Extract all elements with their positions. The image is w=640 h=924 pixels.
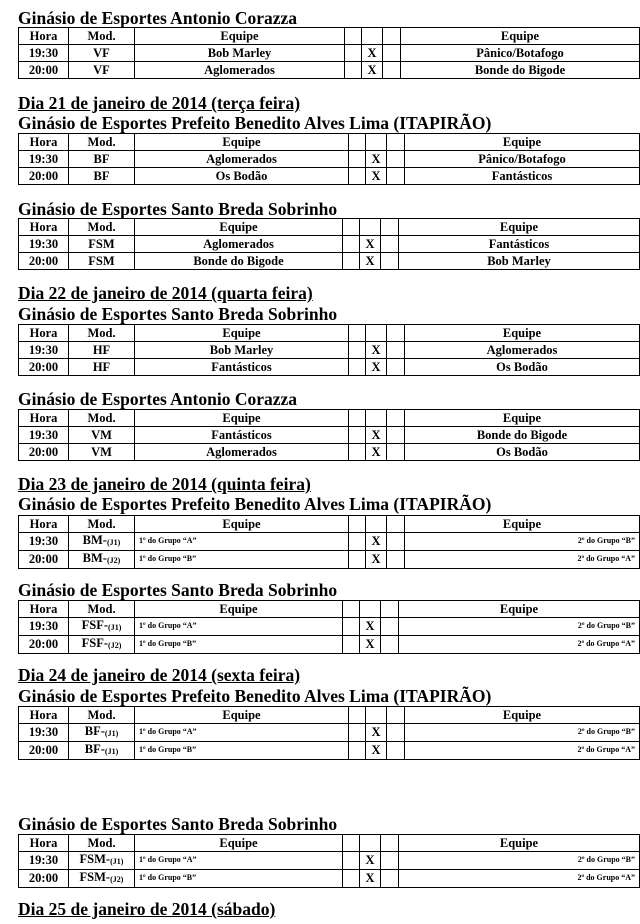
- vs-cell: X: [366, 724, 387, 742]
- mod-cell: HF: [69, 342, 135, 359]
- time-cell: 20:00: [19, 168, 69, 185]
- table-header-row: [19, 601, 640, 618]
- blank-cell: [343, 870, 360, 888]
- blank-cell: [381, 870, 399, 888]
- time-header: Hora: [19, 410, 69, 427]
- time-cell: 20:00: [19, 636, 69, 654]
- venue-heading: Ginásio de Esportes Antonio Corazza: [18, 8, 298, 28]
- table-row: [19, 724, 640, 742]
- time-cell: 19:30: [19, 151, 69, 168]
- vs-cell: X: [360, 852, 381, 870]
- vs-cell: X: [366, 168, 387, 185]
- blank-cell: [343, 236, 360, 253]
- away-team-cell: 2º do Grupo “B”: [399, 618, 640, 636]
- away-team-cell: 2º do Grupo “A”: [405, 742, 640, 760]
- away-team-cell: 2º do Grupo “A”: [405, 551, 640, 569]
- team2-header: Equipe: [405, 707, 640, 724]
- mod-header: Mod.: [69, 516, 135, 533]
- blank-cell: [381, 601, 399, 618]
- blank-cell: [366, 325, 387, 342]
- time-header: Hora: [19, 707, 69, 724]
- time-header: Hora: [19, 835, 69, 852]
- blank-cell: [345, 28, 362, 45]
- blank-cell: [387, 444, 405, 461]
- away-team-cell: 2º do Grupo “B”: [405, 533, 640, 551]
- away-team-cell: Fantásticos: [405, 168, 640, 185]
- home-team-cell: Bob Marley: [135, 342, 349, 359]
- table-row: [19, 742, 640, 760]
- day-heading: Dia 25 de janeiro de 2014 (sábado): [18, 899, 276, 919]
- table-row: [19, 168, 640, 185]
- time-cell: 19:30: [19, 427, 69, 444]
- mod-cell: HF: [69, 359, 135, 376]
- mod-cell: BF: [69, 168, 135, 185]
- time-header: Hora: [19, 134, 69, 151]
- away-team-cell: Bonde do Bigode: [405, 427, 640, 444]
- schedule-table: [18, 133, 640, 185]
- time-header: Hora: [19, 601, 69, 618]
- away-team-cell: 2º do Grupo “A”: [399, 870, 640, 888]
- home-team-cell: Aglomerados: [135, 444, 349, 461]
- table-row: [19, 342, 640, 359]
- away-team-cell: Bob Marley: [399, 253, 640, 270]
- team2-header: Equipe: [405, 134, 640, 151]
- mod-header: Mod.: [69, 835, 135, 852]
- blank-cell: [349, 742, 366, 760]
- table-row: [19, 62, 640, 79]
- blank-cell: [366, 707, 387, 724]
- time-cell: 20:00: [19, 742, 69, 760]
- home-team-cell: 1º do Grupo “B”: [135, 551, 349, 569]
- table-row: [19, 852, 640, 870]
- mod-header: Mod.: [69, 219, 135, 236]
- blank-cell: [360, 601, 381, 618]
- schedule-table: [18, 218, 640, 270]
- blank-cell: [381, 852, 399, 870]
- blank-cell: [387, 707, 405, 724]
- time-header: Hora: [19, 516, 69, 533]
- vs-cell: X: [360, 636, 381, 654]
- vs-cell: X: [360, 253, 381, 270]
- table-row: [19, 533, 640, 551]
- blank-cell: [343, 253, 360, 270]
- blank-cell: [387, 325, 405, 342]
- table-header-row: [19, 134, 640, 151]
- blank-cell: [349, 551, 366, 569]
- blank-cell: [383, 28, 401, 45]
- blank-cell: [381, 236, 399, 253]
- home-team-cell: 1º do Grupo “B”: [135, 870, 343, 888]
- day-heading: Dia 23 de janeiro de 2014 (quinta feira): [18, 474, 311, 494]
- vs-cell: X: [366, 151, 387, 168]
- game-code: (J1): [108, 623, 122, 632]
- venue-heading: Ginásio de Esportes Santo Breda Sobrinho: [18, 304, 338, 324]
- away-team-cell: 2º do Grupo “B”: [405, 724, 640, 742]
- schedule-table: [18, 515, 640, 569]
- mod-cell: FSM: [69, 236, 135, 253]
- away-team-cell: Bonde do Bigode: [401, 62, 640, 79]
- mod-cell: VF: [69, 62, 135, 79]
- schedule-table: [18, 409, 640, 461]
- mod-code: FSM-: [79, 870, 111, 884]
- blank-cell: [387, 134, 405, 151]
- time-cell: 20:00: [19, 551, 69, 569]
- table-header-row: [19, 28, 640, 45]
- blank-cell: [349, 533, 366, 551]
- time-cell: 20:00: [19, 870, 69, 888]
- blank-cell: [387, 516, 405, 533]
- team-header: Equipe: [135, 219, 343, 236]
- home-team-cell: Fantásticos: [135, 359, 349, 376]
- blank-cell: [387, 151, 405, 168]
- table-header-row: [19, 516, 640, 533]
- blank-cell: [381, 219, 399, 236]
- away-team-cell: Pânico/Botafogo: [405, 151, 640, 168]
- time-cell: 19:30: [19, 342, 69, 359]
- venue-heading: Ginásio de Esportes Antonio Corazza: [18, 389, 298, 409]
- table-row: [19, 45, 640, 62]
- home-team-cell: Os Bodão: [135, 168, 349, 185]
- table-row: [19, 151, 640, 168]
- table-row: [19, 870, 640, 888]
- mod-header: Mod.: [69, 410, 135, 427]
- venue-heading: Ginásio de Esportes Santo Breda Sobrinho: [18, 814, 338, 834]
- table-header-row: [19, 835, 640, 852]
- schedule-table: [18, 600, 640, 654]
- vs-cell: X: [366, 742, 387, 760]
- time-cell: 19:30: [19, 618, 69, 636]
- table-row: [19, 359, 640, 376]
- vs-cell: X: [360, 618, 381, 636]
- vs-cell: X: [366, 551, 387, 569]
- blank-cell: [343, 601, 360, 618]
- blank-cell: [387, 359, 405, 376]
- blank-cell: [383, 62, 401, 79]
- blank-cell: [360, 219, 381, 236]
- time-cell: 19:30: [19, 724, 69, 742]
- blank-cell: [366, 410, 387, 427]
- mod-cell: [69, 742, 135, 760]
- mod-header: Mod.: [69, 28, 135, 45]
- mod-cell: [69, 852, 135, 870]
- vs-cell: X: [366, 427, 387, 444]
- home-team-cell: 1º do Grupo “B”: [135, 636, 343, 654]
- table-row: [19, 551, 640, 569]
- blank-cell: [387, 551, 405, 569]
- blank-cell: [387, 742, 405, 760]
- blank-cell: [381, 636, 399, 654]
- team-header: Equipe: [135, 835, 343, 852]
- mod-cell: [69, 636, 135, 654]
- vs-cell: X: [366, 342, 387, 359]
- home-team-cell: 1º do Grupo “A”: [135, 852, 343, 870]
- time-cell: 20:00: [19, 444, 69, 461]
- blank-cell: [387, 410, 405, 427]
- blank-cell: [345, 62, 362, 79]
- team2-header: Equipe: [399, 219, 640, 236]
- blank-cell: [349, 427, 366, 444]
- mod-header: Mod.: [69, 601, 135, 618]
- mod-code: FSF-: [81, 618, 109, 632]
- blank-cell: [349, 168, 366, 185]
- mod-code: BF-: [84, 724, 105, 738]
- blank-cell: [343, 618, 360, 636]
- mod-cell: [69, 724, 135, 742]
- blank-cell: [366, 134, 387, 151]
- blank-cell: [387, 533, 405, 551]
- blank-cell: [343, 835, 360, 852]
- schedule-table: [18, 324, 640, 376]
- mod-code: BM-: [82, 551, 107, 565]
- blank-cell: [343, 852, 360, 870]
- time-header: Hora: [19, 28, 69, 45]
- mod-code: FSM-: [79, 852, 111, 866]
- table-row: [19, 253, 640, 270]
- blank-cell: [381, 835, 399, 852]
- time-cell: 20:00: [19, 62, 69, 79]
- mod-cell: FSM: [69, 253, 135, 270]
- time-cell: 20:00: [19, 253, 69, 270]
- mod-cell: VF: [69, 45, 135, 62]
- time-cell: 19:30: [19, 852, 69, 870]
- venue-heading: Ginásio de Esportes Santo Breda Sobrinho: [18, 199, 338, 219]
- blank-cell: [349, 707, 366, 724]
- blank-cell: [360, 835, 381, 852]
- game-code: (J1): [106, 538, 121, 547]
- blank-cell: [349, 342, 366, 359]
- vs-cell: X: [366, 444, 387, 461]
- blank-cell: [349, 444, 366, 461]
- team2-header: Equipe: [399, 601, 640, 618]
- mod-code: FSF-: [81, 636, 109, 650]
- away-team-cell: Pânico/Botafogo: [401, 45, 640, 62]
- vs-cell: X: [366, 533, 387, 551]
- mod-header: Mod.: [69, 134, 135, 151]
- vs-cell: X: [360, 236, 381, 253]
- table-row: [19, 618, 640, 636]
- blank-cell: [383, 45, 401, 62]
- mod-cell: [69, 618, 135, 636]
- home-team-cell: Aglomerados: [135, 236, 343, 253]
- game-code: (J2): [110, 875, 124, 884]
- time-cell: 19:30: [19, 236, 69, 253]
- blank-cell: [343, 219, 360, 236]
- time-cell: 20:00: [19, 359, 69, 376]
- vs-cell: X: [360, 870, 381, 888]
- mod-header: Mod.: [69, 707, 135, 724]
- home-team-cell: 1º do Grupo “B”: [135, 742, 349, 760]
- table-header-row: [19, 219, 640, 236]
- table-row: [19, 636, 640, 654]
- blank-cell: [362, 28, 383, 45]
- away-team-cell: 2º do Grupo “B”: [399, 852, 640, 870]
- blank-cell: [349, 134, 366, 151]
- mod-code: BM-: [82, 533, 107, 547]
- blank-cell: [343, 636, 360, 654]
- blank-cell: [345, 45, 362, 62]
- mod-cell: [69, 551, 135, 569]
- team-header: Equipe: [135, 28, 345, 45]
- blank-cell: [387, 427, 405, 444]
- blank-cell: [366, 516, 387, 533]
- venue-heading: Ginásio de Esportes Prefeito Benedito Alves Lima (ITAPIRÃO): [18, 686, 492, 706]
- day-heading: Dia 22 de janeiro de 2014 (quarta feira): [18, 283, 313, 303]
- schedule-table: [18, 834, 640, 888]
- mod-cell: BF: [69, 151, 135, 168]
- away-team-cell: Aglomerados: [405, 342, 640, 359]
- blank-cell: [349, 151, 366, 168]
- venue-heading: Ginásio de Esportes Prefeito Benedito Alves Lima (ITAPIRÃO): [18, 113, 492, 133]
- team2-header: Equipe: [405, 516, 640, 533]
- time-cell: 19:30: [19, 533, 69, 551]
- home-team-cell: 1º do Grupo “A”: [135, 618, 343, 636]
- away-team-cell: Fantásticos: [399, 236, 640, 253]
- time-cell: 19:30: [19, 45, 69, 62]
- table-row: [19, 427, 640, 444]
- mod-header: Mod.: [69, 325, 135, 342]
- time-header: Hora: [19, 219, 69, 236]
- blank-cell: [381, 618, 399, 636]
- blank-cell: [387, 724, 405, 742]
- venue-heading: Ginásio de Esportes Santo Breda Sobrinho: [18, 580, 338, 600]
- team-header: Equipe: [135, 516, 349, 533]
- home-team-cell: Bob Marley: [135, 45, 345, 62]
- day-heading: Dia 24 de janeiro de 2014 (sexta feira): [18, 665, 301, 685]
- blank-cell: [349, 325, 366, 342]
- blank-cell: [349, 410, 366, 427]
- team2-header: Equipe: [405, 410, 640, 427]
- mod-cell: [69, 870, 135, 888]
- blank-cell: [349, 359, 366, 376]
- table-header-row: [19, 707, 640, 724]
- mod-code: BF-: [84, 742, 105, 756]
- blank-cell: [387, 168, 405, 185]
- blank-cell: [387, 342, 405, 359]
- blank-cell: [381, 253, 399, 270]
- day-heading: Dia 21 de janeiro de 2014 (terça feira): [18, 93, 301, 113]
- vs-cell: X: [362, 62, 383, 79]
- home-team-cell: Aglomerados: [135, 151, 349, 168]
- mod-cell: VM: [69, 427, 135, 444]
- team2-header: Equipe: [401, 28, 640, 45]
- mod-cell: VM: [69, 444, 135, 461]
- table-row: [19, 444, 640, 461]
- away-team-cell: Os Bodão: [405, 359, 640, 376]
- blank-cell: [349, 724, 366, 742]
- time-header: Hora: [19, 325, 69, 342]
- game-code: (J1): [110, 857, 124, 866]
- team-header: Equipe: [135, 134, 349, 151]
- team-header: Equipe: [135, 707, 349, 724]
- game-code: (J1): [104, 747, 119, 756]
- home-team-cell: Fantásticos: [135, 427, 349, 444]
- schedule-table: [18, 27, 640, 79]
- schedule-table: [18, 706, 640, 760]
- mod-cell: [69, 533, 135, 551]
- game-code: (J1): [104, 729, 119, 738]
- table-header-row: [19, 325, 640, 342]
- home-team-cell: 1º do Grupo “A”: [135, 724, 349, 742]
- team2-header: Equipe: [399, 835, 640, 852]
- vs-cell: X: [366, 359, 387, 376]
- home-team-cell: 1º do Grupo “A”: [135, 533, 349, 551]
- game-code: (J2): [106, 556, 121, 565]
- game-code: (J2): [108, 641, 122, 650]
- blank-cell: [349, 516, 366, 533]
- team-header: Equipe: [135, 601, 343, 618]
- vs-cell: X: [362, 45, 383, 62]
- table-row: [19, 236, 640, 253]
- venue-heading: Ginásio de Esportes Prefeito Benedito Alves Lima (ITAPIRÃO): [18, 494, 492, 514]
- table-header-row: [19, 410, 640, 427]
- home-team-cell: Aglomerados: [135, 62, 345, 79]
- team-header: Equipe: [135, 325, 349, 342]
- away-team-cell: Os Bodão: [405, 444, 640, 461]
- home-team-cell: Bonde do Bigode: [135, 253, 343, 270]
- team-header: Equipe: [135, 410, 349, 427]
- team2-header: Equipe: [405, 325, 640, 342]
- away-team-cell: 2º do Grupo “A”: [399, 636, 640, 654]
